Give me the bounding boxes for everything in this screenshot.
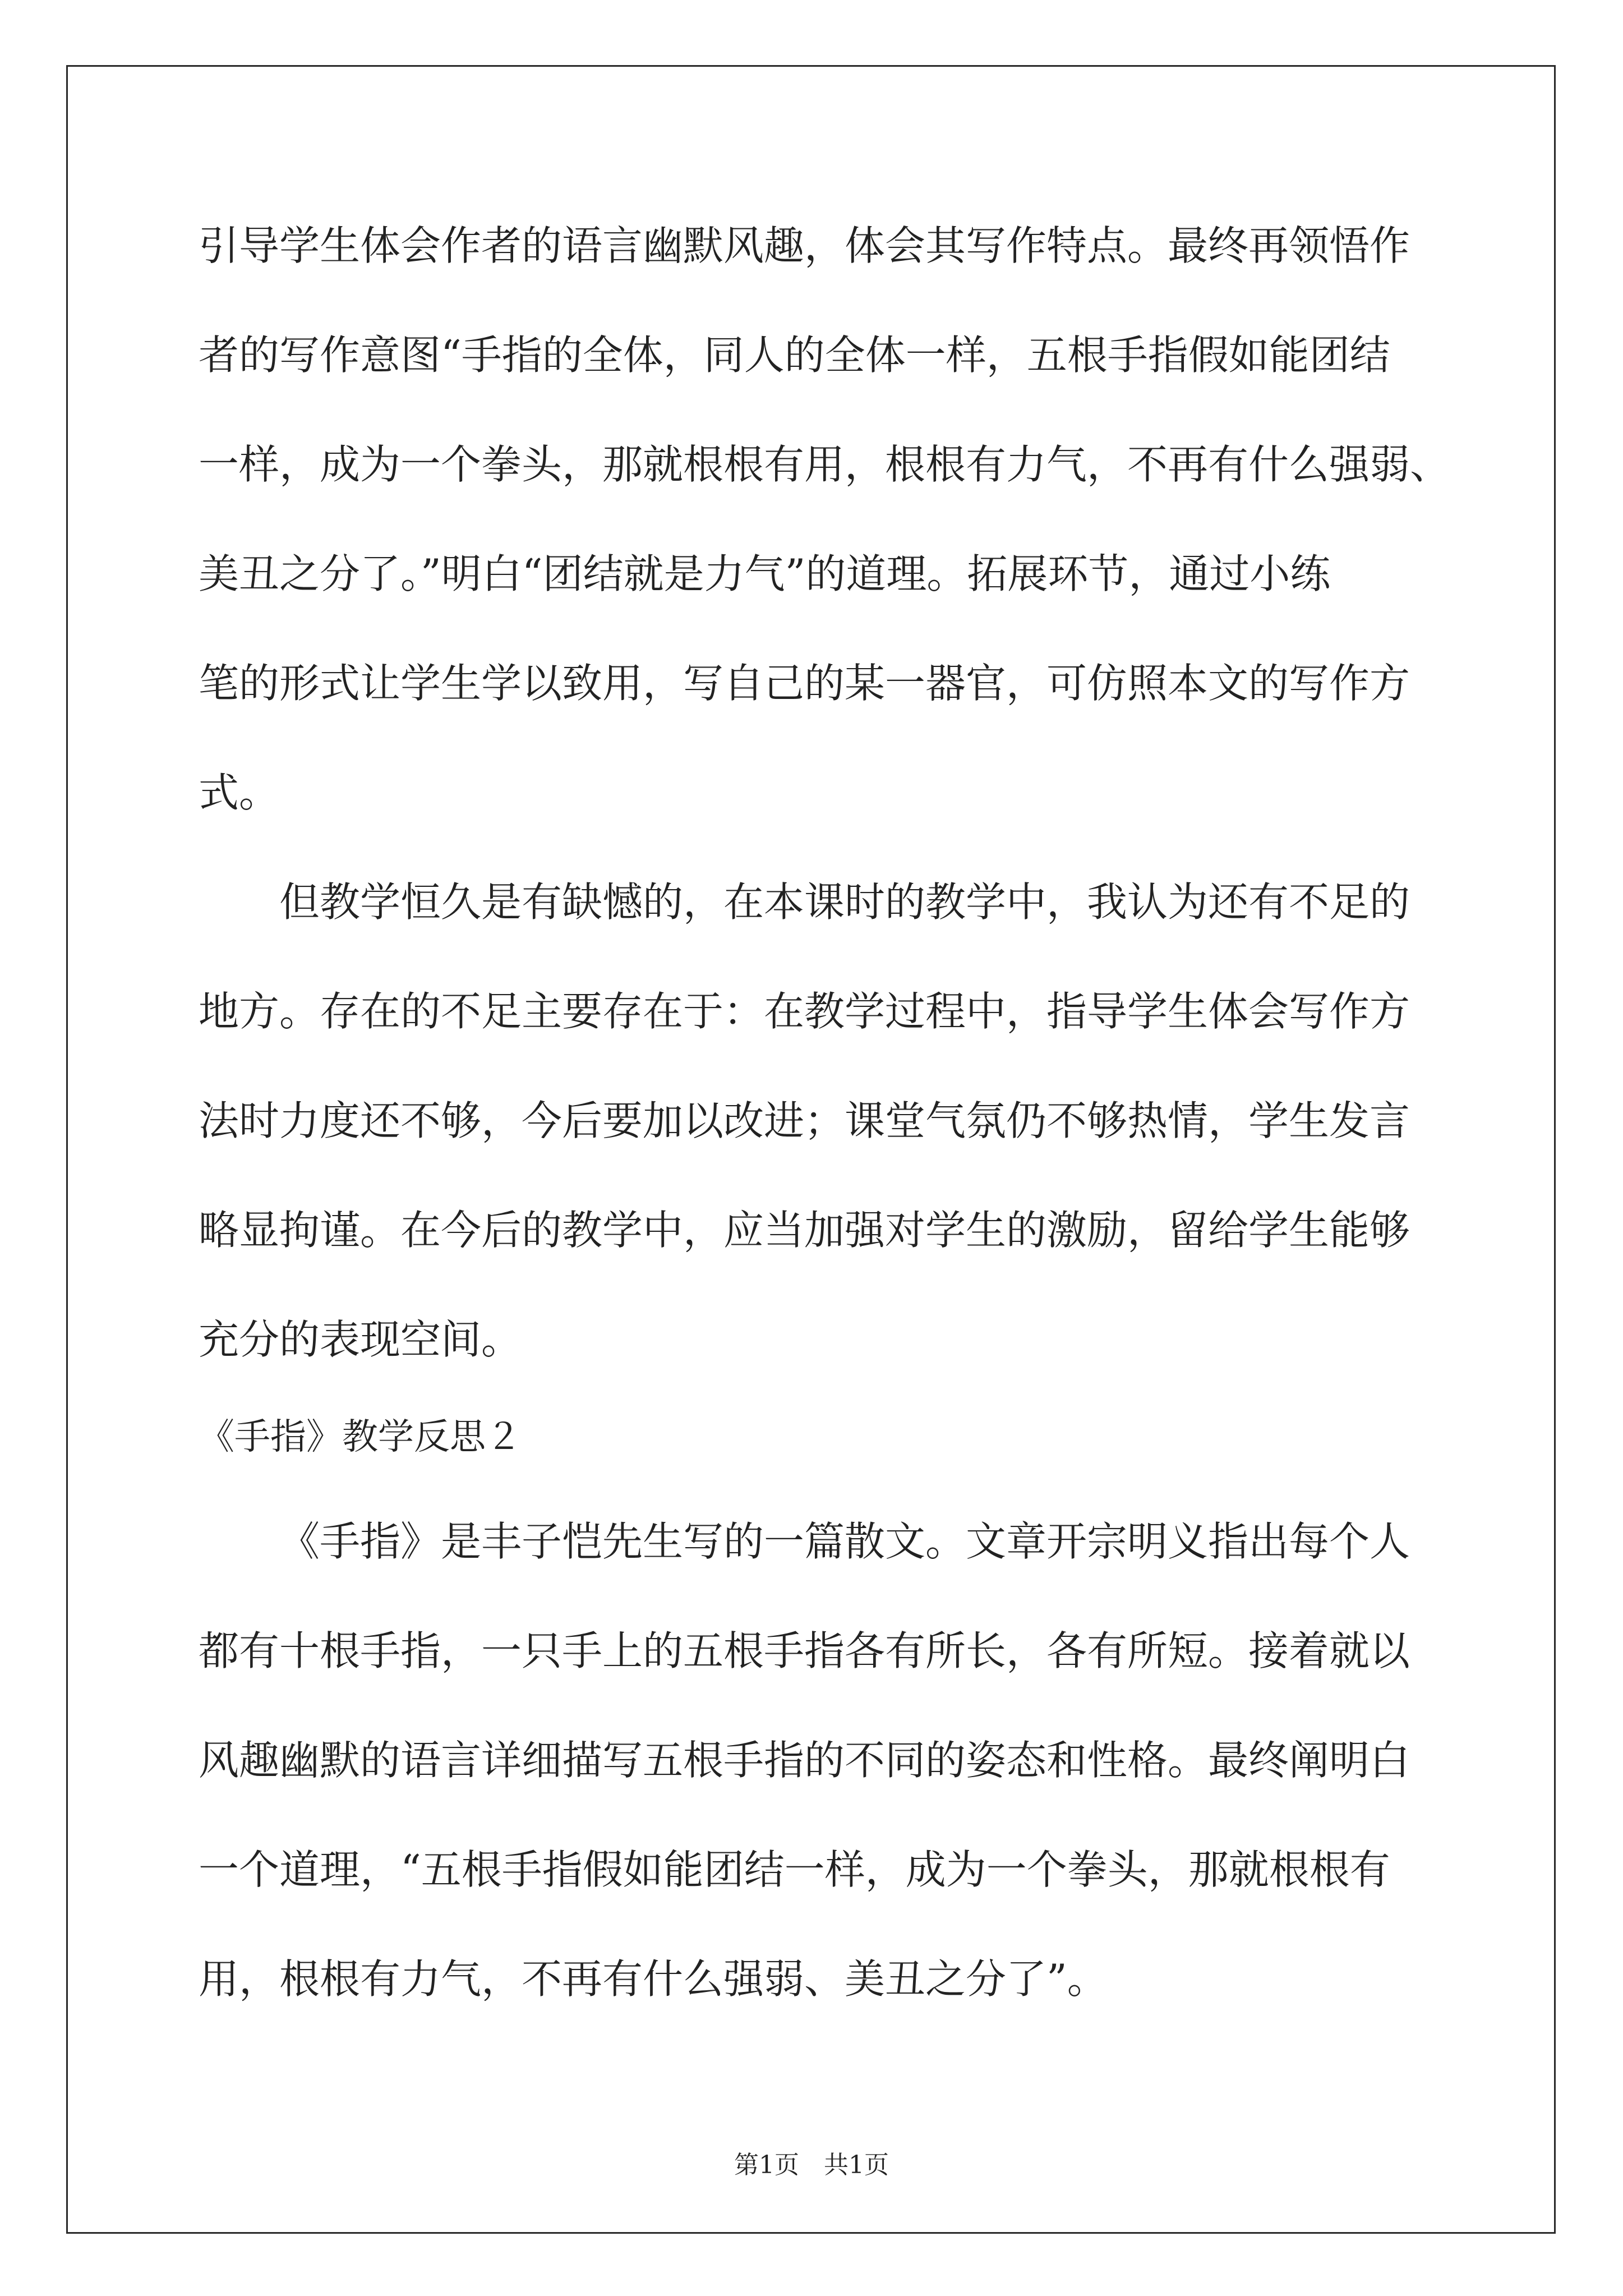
paragraph-1-line-6: 式。: [199, 769, 280, 816]
paragraph-2-line-4: 略显拘谨。在今后的教学中，应当加强对学生的激励，留给学生能够: [199, 1207, 1410, 1254]
page-number-footer: 第1页 共1页: [734, 2151, 889, 2179]
paragraph-2-line-2: 地方。存在的不足主要存在于：在教学过程中，指导学生体会写作方: [199, 988, 1410, 1035]
paragraph-3-line-2: 都有十根手指，一只手上的五根手指各有所长，各有所短。接着就以: [199, 1627, 1410, 1674]
paragraph-2-line-1: 但教学恒久是有缺憾的，在本课时的教学中，我认为还有不足的: [279, 878, 1410, 926]
paragraph-2-line-5: 充分的表现空间。: [199, 1316, 522, 1363]
paragraph-1-line-3: 一样，成为一个拳头，那就根根有用，根根有力气，不再有什么强弱、: [199, 441, 1451, 488]
paragraph-3-line-5: 用，根根有力气，不再有什么强弱、美丑之分了”。: [199, 1955, 1108, 2003]
paragraph-2-line-3: 法时力度还不够，今后要加以改进；课堂气氛仍不够热情，学生发言: [199, 1097, 1410, 1144]
paragraph-3-line-4: 一个道理，“五根手指假如能团结一样，成为一个拳头，那就根根有: [199, 1846, 1390, 1893]
page-border: [66, 65, 1556, 2234]
paragraph-3-line-3: 风趣幽默的语言详细描写五根手指的不同的姿态和性格。最终阐明白: [199, 1737, 1410, 1784]
paragraph-1-line-2: 者的写作意图“手指的全体，同人的全体一样，五根手指假如能团结: [199, 332, 1390, 379]
section-heading: 《手指》教学反思２: [199, 1416, 522, 1458]
paragraph-1-line-1: 引导学生体会作者的语言幽默风趣，体会其写作特点。最终再领悟作: [199, 222, 1410, 269]
paragraph-1-line-4: 美丑之分了。”明白“团结就是力气”的道理。拓展环节，通过小练: [199, 550, 1331, 597]
paragraph-1-line-5: 笔的形式让学生学以致用，写自己的某一器官，可仿照本文的写作方: [199, 660, 1410, 707]
paragraph-3-line-1: 《手指》是丰子恺先生写的一篇散文。文章开宗明义指出每个人: [279, 1518, 1410, 1565]
